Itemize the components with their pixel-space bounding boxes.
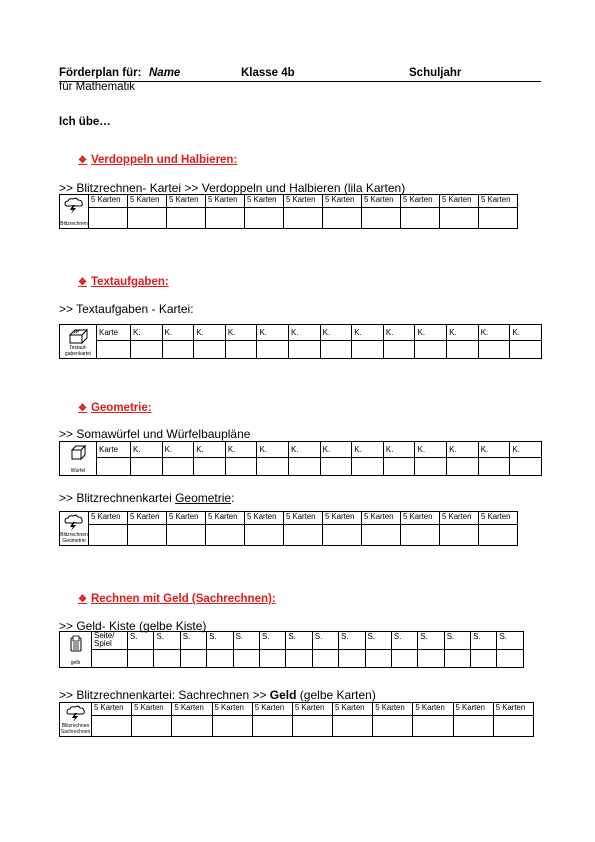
label-cell: 5 Karten bbox=[453, 703, 493, 716]
icon-caption: Blitzrechnen Sachrechnen bbox=[60, 723, 91, 735]
entry-cell[interactable] bbox=[97, 341, 131, 359]
table-label-row bbox=[60, 632, 524, 650]
label-cell: K. bbox=[162, 325, 194, 341]
label-cell: 5 Karten bbox=[212, 703, 252, 716]
entry-cell[interactable] bbox=[257, 341, 289, 359]
label-cell: 5 Karten bbox=[167, 195, 206, 208]
label-cell: 5 Karten bbox=[284, 195, 323, 208]
label-cell: S. bbox=[444, 632, 470, 650]
somawuerfel-table bbox=[59, 441, 542, 476]
label-cell: K. bbox=[289, 442, 321, 458]
diamond-bullet-icon: ❖ bbox=[78, 594, 87, 605]
label-cell: 5 Karten bbox=[373, 703, 413, 716]
table-label-row bbox=[60, 512, 518, 525]
icon-caption: Blitzrechnen Geometrie bbox=[60, 532, 88, 544]
label-cell: 5 Karten bbox=[479, 195, 518, 208]
entry-cell[interactable] bbox=[128, 525, 167, 546]
label-cell: K. bbox=[415, 442, 447, 458]
entry-cell[interactable] bbox=[373, 716, 413, 737]
geometrie-kartei-line bbox=[59, 491, 234, 505]
somawuerfel-line: >> Somawürfel und Würfelbaupläne bbox=[59, 427, 251, 441]
schuljahr-label: Schuljahr bbox=[409, 67, 462, 79]
label-cell bbox=[92, 632, 128, 650]
textaufgaben-table bbox=[59, 324, 542, 359]
label-cell: K. bbox=[131, 442, 163, 458]
label-cell: 5 Karten bbox=[401, 512, 440, 525]
entry-cell[interactable] bbox=[510, 341, 542, 359]
entry-cell[interactable] bbox=[167, 525, 206, 546]
label-cell: K. bbox=[225, 325, 257, 341]
label-cell: K. bbox=[447, 442, 479, 458]
entry-cell[interactable] bbox=[440, 525, 479, 546]
entry-cell[interactable] bbox=[383, 341, 415, 359]
entry-cell[interactable] bbox=[440, 208, 479, 229]
sachrechnen-line bbox=[59, 688, 376, 702]
entry-cell[interactable] bbox=[413, 716, 453, 737]
section-title-geld bbox=[78, 593, 276, 605]
table-entry-row bbox=[60, 650, 524, 668]
entry-cell[interactable] bbox=[333, 716, 373, 737]
entry-cell[interactable] bbox=[233, 650, 259, 668]
entry-cell[interactable] bbox=[362, 525, 401, 546]
label-cell: K. bbox=[194, 442, 226, 458]
entry-cell[interactable] bbox=[352, 458, 384, 476]
entry-cell[interactable] bbox=[292, 716, 332, 737]
entry-cell[interactable] bbox=[320, 341, 352, 359]
label-cell: S. bbox=[312, 632, 338, 650]
line-prefix: >> Blitzrechnenkartei bbox=[59, 491, 176, 505]
card-box-icon bbox=[67, 327, 89, 345]
label-cell: 5 Karten bbox=[89, 195, 128, 208]
entry-cell[interactable] bbox=[194, 458, 226, 476]
label-cell: 5 Karten bbox=[401, 195, 440, 208]
label-cell: K. bbox=[289, 325, 321, 341]
label-cell: S. bbox=[154, 632, 180, 650]
entry-cell[interactable] bbox=[323, 525, 362, 546]
table-entry-row bbox=[60, 341, 542, 359]
label-cell: K. bbox=[510, 325, 542, 341]
label-cell: 5 Karten bbox=[323, 195, 362, 208]
subject-label: für Mathematik bbox=[59, 81, 136, 93]
entry-cell[interactable] bbox=[206, 208, 245, 229]
lightning-cloud-icon bbox=[63, 514, 85, 532]
entry-cell[interactable] bbox=[225, 458, 257, 476]
section-title-verdoppeln bbox=[78, 154, 237, 166]
entry-cell[interactable] bbox=[225, 341, 257, 359]
entry-cell[interactable] bbox=[259, 650, 285, 668]
section-title-text: Rechnen mit Geld (Sachrechnen): bbox=[90, 593, 276, 605]
entry-cell[interactable] bbox=[479, 525, 518, 546]
entry-cell[interactable] bbox=[180, 650, 206, 668]
entry-cell[interactable] bbox=[167, 208, 206, 229]
entry-cell[interactable] bbox=[510, 458, 542, 476]
label-cell: K. bbox=[320, 325, 352, 341]
geldkiste-table bbox=[59, 631, 524, 668]
line-suffix: : bbox=[231, 491, 235, 505]
label-cell: 5 Karten bbox=[284, 512, 323, 525]
section-title-text: Verdoppeln und Halbieren: bbox=[90, 154, 238, 166]
line-bold: Geld bbox=[269, 688, 297, 702]
entry-cell[interactable] bbox=[320, 458, 352, 476]
label-cell: 5 Karten bbox=[323, 512, 362, 525]
name-placeholder: Name bbox=[149, 67, 181, 79]
label-cell: K. bbox=[131, 325, 163, 341]
section-title-geometrie bbox=[78, 402, 152, 414]
label-cell: 5 Karten bbox=[128, 195, 167, 208]
entry-cell[interactable] bbox=[206, 525, 245, 546]
intro-heading: Ich übe… bbox=[59, 116, 111, 128]
entry-cell[interactable] bbox=[131, 341, 163, 359]
entry-cell[interactable] bbox=[92, 650, 128, 668]
label-cell: K. bbox=[257, 442, 289, 458]
entry-cell[interactable] bbox=[289, 458, 321, 476]
entry-cell[interactable] bbox=[257, 458, 289, 476]
line-prefix: >> Blitzrechnenkartei: Sachrechnen >> bbox=[59, 688, 270, 702]
entry-cell[interactable] bbox=[245, 525, 284, 546]
textaufgaben-line: >> Textaufgaben - Kartei: bbox=[59, 302, 194, 316]
label-cell: K. bbox=[257, 325, 289, 341]
label-line: Seite/ bbox=[94, 631, 115, 640]
entry-cell[interactable] bbox=[478, 341, 510, 359]
icon-cell bbox=[60, 325, 97, 359]
cube-icon bbox=[67, 444, 89, 462]
lightning-cloud-icon bbox=[63, 197, 85, 215]
entry-cell[interactable] bbox=[401, 525, 440, 546]
label-cell: S. bbox=[365, 632, 391, 650]
entry-cell[interactable] bbox=[453, 716, 493, 737]
foerderplan-label: Förderplan für: bbox=[59, 67, 142, 79]
entry-cell[interactable] bbox=[471, 650, 497, 668]
label-cell: 5 Karten bbox=[292, 703, 332, 716]
label-cell: 5 Karten bbox=[128, 512, 167, 525]
line-underlined: Geometrie bbox=[175, 491, 232, 505]
icon-cell bbox=[60, 195, 89, 229]
table-label-row bbox=[60, 442, 542, 458]
section-title-textaufgaben bbox=[78, 276, 169, 288]
label-cell: 5 Karten bbox=[92, 703, 132, 716]
lightning-cloud-icon bbox=[65, 705, 87, 723]
entry-cell[interactable] bbox=[92, 716, 132, 737]
entry-cell[interactable] bbox=[362, 208, 401, 229]
label-cell: K. bbox=[194, 325, 226, 341]
table-label-row bbox=[60, 195, 518, 208]
label-cell: S. bbox=[471, 632, 497, 650]
entry-cell[interactable] bbox=[289, 341, 321, 359]
label-cell: K. bbox=[510, 442, 542, 458]
section-title-text: Geometrie: bbox=[90, 402, 152, 414]
label-cell: 5 Karten bbox=[172, 703, 212, 716]
icon-caption: Würfel bbox=[70, 467, 86, 474]
entry-cell[interactable] bbox=[339, 650, 365, 668]
label-cell: K. bbox=[478, 442, 510, 458]
diamond-bullet-icon: ❖ bbox=[78, 155, 87, 166]
entry-cell[interactable] bbox=[447, 458, 479, 476]
label-cell: 5 Karten bbox=[167, 512, 206, 525]
icon-cell bbox=[60, 703, 92, 737]
label-cell: 5 Karten bbox=[440, 195, 479, 208]
label-cell: S. bbox=[391, 632, 417, 650]
diamond-bullet-icon: ❖ bbox=[78, 277, 87, 288]
label-cell: S. bbox=[259, 632, 285, 650]
verdoppeln-table bbox=[59, 194, 518, 229]
entry-cell[interactable] bbox=[162, 341, 194, 359]
entry-cell[interactable] bbox=[497, 650, 523, 668]
label-cell: S. bbox=[339, 632, 365, 650]
entry-cell[interactable] bbox=[415, 341, 447, 359]
label-cell: 5 Karten bbox=[479, 512, 518, 525]
label-cell: K. bbox=[352, 442, 384, 458]
entry-cell[interactable] bbox=[323, 208, 362, 229]
entry-cell[interactable] bbox=[128, 650, 154, 668]
label-cell: 5 Karten bbox=[89, 512, 128, 525]
label-cell: 5 Karten bbox=[362, 195, 401, 208]
entry-cell[interactable] bbox=[284, 208, 323, 229]
label-cell: K. bbox=[352, 325, 384, 341]
money-box-icon bbox=[65, 635, 87, 653]
geometrie-kartei-table bbox=[59, 511, 518, 546]
label-cell: K. bbox=[225, 442, 257, 458]
label-cell: 5 Karten bbox=[206, 512, 245, 525]
table-label-row bbox=[60, 703, 534, 716]
label-cell: 5 Karten bbox=[413, 703, 453, 716]
entry-cell[interactable] bbox=[286, 650, 312, 668]
entry-cell[interactable] bbox=[284, 525, 323, 546]
entry-cell[interactable] bbox=[365, 650, 391, 668]
entry-cell[interactable] bbox=[383, 458, 415, 476]
table-label-row bbox=[60, 325, 542, 341]
entry-cell[interactable] bbox=[444, 650, 470, 668]
label-cell: K. bbox=[320, 442, 352, 458]
label-cell: 5 Karten bbox=[493, 703, 533, 716]
geldkiste-line: >> Geld- Kiste (gelbe Kiste) bbox=[59, 619, 207, 633]
table-entry-row bbox=[60, 716, 534, 737]
label-cell: 5 Karten bbox=[333, 703, 373, 716]
label-cell: S. bbox=[418, 632, 444, 650]
entry-cell[interactable] bbox=[89, 525, 128, 546]
label-cell: K. bbox=[478, 325, 510, 341]
label-cell: 5 Karten bbox=[245, 195, 284, 208]
icon-caption: Blitzrechnen bbox=[60, 220, 88, 227]
entry-cell[interactable] bbox=[252, 716, 292, 737]
diamond-bullet-icon: ❖ bbox=[78, 403, 87, 414]
entry-cell[interactable] bbox=[478, 458, 510, 476]
label-cell: S. bbox=[286, 632, 312, 650]
label-cell: K. bbox=[162, 442, 194, 458]
entry-cell[interactable] bbox=[131, 458, 163, 476]
label-cell: 5 Karten bbox=[252, 703, 292, 716]
entry-cell[interactable] bbox=[97, 458, 131, 476]
icon-caption: Textauf-gabenkartei bbox=[64, 345, 92, 357]
entry-cell[interactable] bbox=[391, 650, 417, 668]
entry-cell[interactable] bbox=[352, 341, 384, 359]
entry-cell[interactable] bbox=[194, 341, 226, 359]
label-cell: Karte bbox=[97, 325, 131, 341]
label-cell: 5 Karten bbox=[245, 512, 284, 525]
entry-cell[interactable] bbox=[245, 208, 284, 229]
entry-cell[interactable] bbox=[401, 208, 440, 229]
entry-cell[interactable] bbox=[89, 208, 128, 229]
entry-cell[interactable] bbox=[154, 650, 180, 668]
section-title-text: Textaufgaben: bbox=[90, 276, 169, 288]
label-cell: S. bbox=[128, 632, 154, 650]
entry-cell[interactable] bbox=[479, 208, 518, 229]
entry-cell[interactable] bbox=[212, 716, 252, 737]
sachrechnen-table bbox=[59, 702, 534, 737]
table-entry-row bbox=[60, 208, 518, 229]
entry-cell[interactable] bbox=[132, 716, 172, 737]
label-cell: K. bbox=[383, 325, 415, 341]
icon-caption: gelb bbox=[70, 659, 81, 666]
entry-cell[interactable] bbox=[447, 341, 479, 359]
entry-cell[interactable] bbox=[418, 650, 444, 668]
table-entry-row bbox=[60, 458, 542, 476]
entry-cell[interactable] bbox=[172, 716, 212, 737]
label-cell: Karte bbox=[97, 442, 131, 458]
entry-cell[interactable] bbox=[207, 650, 233, 668]
entry-cell[interactable] bbox=[312, 650, 338, 668]
table-entry-row bbox=[60, 525, 518, 546]
label-cell: K. bbox=[415, 325, 447, 341]
label-cell: S. bbox=[180, 632, 206, 650]
label-cell: K. bbox=[383, 442, 415, 458]
icon-cell bbox=[60, 512, 89, 546]
verdoppeln-line: >> Blitzrechnen- Kartei >> Verdoppeln und Halbieren (lila Karten) bbox=[59, 181, 406, 195]
entry-cell[interactable] bbox=[162, 458, 194, 476]
icon-cell bbox=[60, 632, 92, 668]
label-cell: S. bbox=[207, 632, 233, 650]
label-cell: 5 Karten bbox=[362, 512, 401, 525]
entry-cell[interactable] bbox=[493, 716, 533, 737]
icon-cell bbox=[60, 442, 97, 476]
label-cell: 5 Karten bbox=[132, 703, 172, 716]
label-cell: K. bbox=[447, 325, 479, 341]
label-line: Spiel bbox=[94, 639, 112, 648]
label-cell: 5 Karten bbox=[440, 512, 479, 525]
line-suffix: (gelbe Karten) bbox=[296, 688, 376, 702]
label-cell: S. bbox=[497, 632, 523, 650]
label-cell: S. bbox=[233, 632, 259, 650]
entry-cell[interactable] bbox=[415, 458, 447, 476]
entry-cell[interactable] bbox=[128, 208, 167, 229]
label-cell: 5 Karten bbox=[206, 195, 245, 208]
klasse-label: Klasse 4b bbox=[241, 67, 295, 79]
